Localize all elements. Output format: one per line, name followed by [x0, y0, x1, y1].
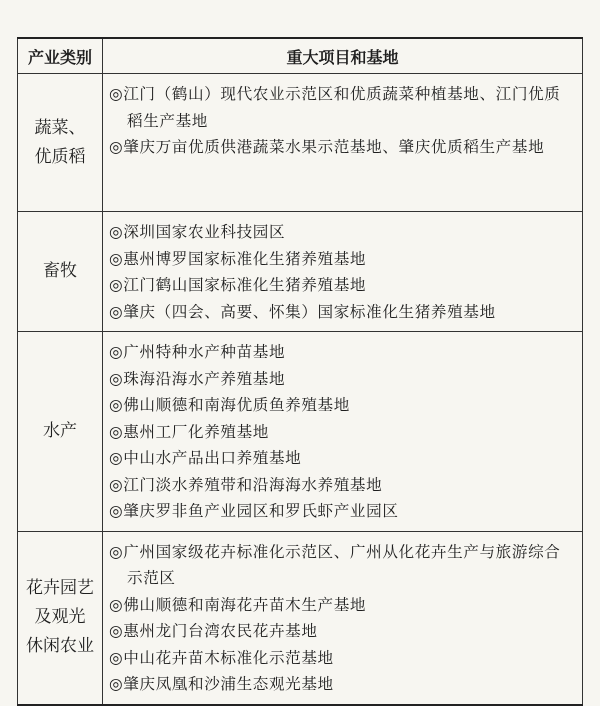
list-item: ◎江门鹤山国家标准化生猪养殖基地: [109, 276, 367, 294]
bullet-icon: ◎: [109, 648, 124, 667]
list-item: ◎肇庆凤凰和沙浦生态观光基地: [109, 675, 334, 693]
category-cell: [18, 212, 103, 332]
bullet-icon: ◎: [109, 249, 124, 268]
bullet-icon: ◎: [109, 369, 124, 388]
projects-cell: [103, 212, 583, 332]
bullet-icon: ◎: [109, 622, 124, 640]
bullet-icon: ◎: [109, 595, 124, 614]
list-item: ◎珠海沿海水产养殖基地: [109, 369, 286, 388]
category-line: 及观光: [34, 607, 86, 627]
category-line: 休闲农业: [26, 636, 94, 656]
category-line: 蔬菜、: [34, 117, 86, 138]
bullet-icon: ◎: [109, 343, 124, 361]
bullet-icon: ◎: [109, 502, 124, 520]
bullet-icon: ◎: [109, 675, 124, 693]
table-row: [18, 212, 583, 332]
bullet-icon: ◎: [109, 542, 124, 561]
projects-cell: [103, 531, 583, 705]
projects-cell: [103, 74, 583, 212]
bullet-icon: ◎: [109, 302, 124, 321]
list-item: ◎江门淡水养殖带和沿海海水养殖基地: [109, 475, 383, 494]
category-cell: [18, 74, 103, 212]
projects-cell: [103, 332, 583, 532]
bullet-icon: ◎: [109, 475, 124, 494]
header-projects: 重大项目和基地: [103, 38, 583, 74]
bullet-icon: ◎: [109, 223, 124, 241]
list-item: ◎中山花卉苗木标准化示范基地: [109, 648, 334, 667]
list-item: ◎佛山顺德和南海优质鱼养殖基地: [109, 396, 350, 414]
category-line: 畜牧: [43, 261, 77, 281]
list-item: ◎惠州龙门台湾农民花卉基地: [109, 622, 318, 640]
category-cell: [18, 531, 103, 705]
list-item: ◎广州国家级花卉标准化示范区、广州从化花卉生产与旅游综合示范区: [109, 542, 561, 587]
category-cell: [18, 332, 103, 532]
bullet-icon: ◎: [109, 85, 124, 103]
list-item: ◎深圳国家农业科技园区: [109, 223, 286, 241]
table-row: [18, 74, 583, 212]
bullet-icon: ◎: [109, 276, 124, 294]
list-item: ◎肇庆罗非鱼产业园区和罗氏虾产业园区: [109, 502, 399, 520]
list-item: ◎惠州博罗国家标准化生猪养殖基地: [109, 249, 367, 268]
bullet-icon: ◎: [109, 422, 124, 441]
list-item: ◎佛山顺德和南海花卉苗木生产基地: [109, 595, 367, 614]
bullet-icon: ◎: [109, 138, 124, 156]
header-category: 产业类别: [18, 38, 103, 74]
table-header-row: [18, 38, 583, 74]
category-line: 花卉园艺: [26, 578, 94, 598]
table-row: [18, 332, 583, 532]
list-item: ◎肇庆（四会、高要、怀集）国家标准化生猪养殖基地: [109, 302, 496, 321]
bullet-icon: ◎: [109, 449, 124, 467]
list-item: ◎肇庆万亩优质供港蔬菜水果示范基地、肇庆优质稻生产基地: [109, 138, 545, 156]
category-line: 水产: [43, 420, 77, 441]
table-row: [18, 531, 583, 705]
list-item: ◎惠州工厂化养殖基地: [109, 422, 269, 441]
industry-projects-table: [17, 37, 583, 706]
list-item: ◎中山水产品出口养殖基地: [109, 449, 302, 467]
list-item: ◎广州特种水产种苗基地: [109, 343, 286, 361]
list-item: ◎江门（鹤山）现代农业示范区和优质蔬菜种植基地、江门优质稻生产基地: [109, 85, 561, 130]
category-line: 优质稻: [34, 146, 86, 167]
bullet-icon: ◎: [109, 396, 124, 414]
